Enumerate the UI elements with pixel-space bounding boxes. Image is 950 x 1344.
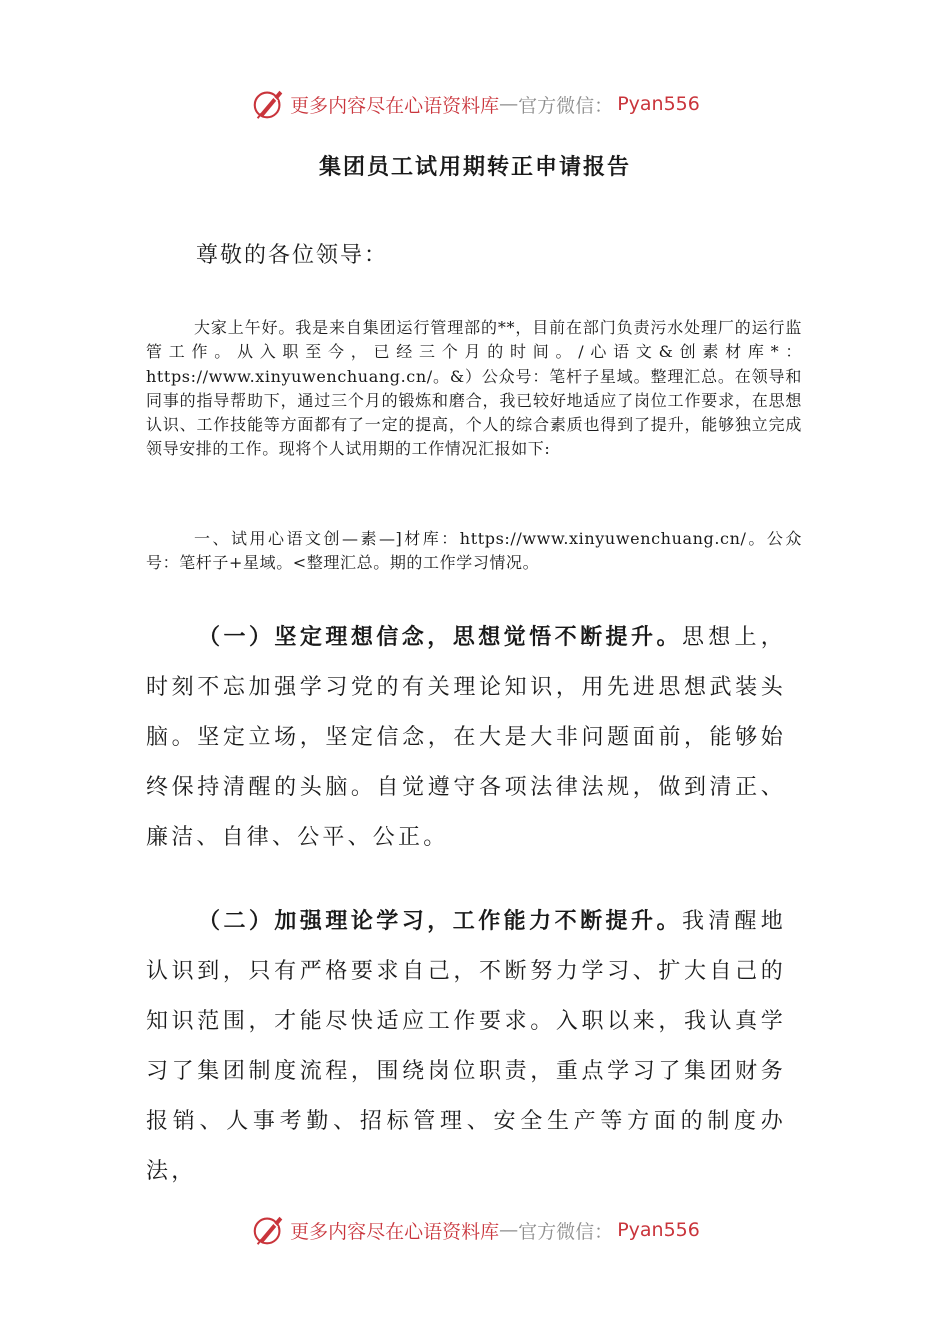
point-one-lead: （一）坚定理想信念，思想觉悟不断提升。 bbox=[198, 625, 682, 650]
banner-wechat-id: Pyan556 bbox=[617, 93, 700, 115]
banner-separator: — bbox=[499, 1219, 519, 1241]
banner-wechat-id: Pyan556 bbox=[617, 1219, 700, 1241]
document-title: 集团员工试用期转正申请报告 bbox=[318, 155, 631, 180]
point-one-body: 思想上，时刻不忘加强学习党的有关理论知识，用先进思想武装头脑。坚定立场，坚定信念，在大是大非问题面前，能够始终保持清醒的头脑。自觉遵守各项法律法规，做到清正、廉洁、自律、公平、公正。 bbox=[146, 625, 786, 850]
banner-main-text: 更多内容尽在心语资料库 bbox=[290, 1220, 500, 1243]
salutation: 尊敬的各位领导： bbox=[196, 243, 389, 268]
banner-sub-text: 官方微信： bbox=[518, 94, 614, 117]
quill-logo-icon bbox=[250, 85, 288, 123]
point-two-lead: （二）加强理论学习，工作能力不断提升。 bbox=[198, 909, 682, 934]
point-two-paragraph bbox=[146, 897, 786, 1197]
header-watermark-banner bbox=[0, 82, 950, 126]
footer-watermark-banner bbox=[0, 1208, 950, 1252]
banner-main-text: 更多内容尽在心语资料库 bbox=[290, 94, 500, 117]
point-one-paragraph bbox=[146, 613, 786, 863]
point-two-body: 我清醒地认识到，只有严格要求自己，不断努力学习、扩大自己的知识范围，才能尽快适应工作要求。入职以来，我认真学习了集团制度流程，围绕岗位职责，重点学习了集团财务报销、人事考勤、招标管理、安全生产等方面的制度办法， bbox=[146, 909, 786, 1184]
quill-logo-icon bbox=[250, 1211, 288, 1249]
banner-separator: — bbox=[499, 93, 519, 115]
section-heading-paragraph: 一、试用心语文创—素—]材库：https://www.xinyuwenchuang.cn/。公众号：笔杆子+星域。<整理汇总。期的工作学习情况。 bbox=[146, 529, 802, 573]
intro-paragraph: 大家上午好。我是来自集团运行管理部的**，目前在部门负责污水处理厂的运行监管工作。从入职至今，已经三个月的时间。/心语文&创素材库*：https://www.xinyuwenchuang.cn/。&）公众号：笔杆子星域。整理汇总。在领导和同事的指导帮助下，通过三个月的锻炼和磨合，我已较好地适应了岗位工作要求，在思想认识、工作技能等方面都有了一定的提高，个人的综合素质也得到了提升，能够独立完成领导安排的工作。现将个人试用期的工作情况汇报如下: bbox=[146, 318, 802, 459]
banner-sub-text: 官方微信： bbox=[518, 1220, 614, 1243]
